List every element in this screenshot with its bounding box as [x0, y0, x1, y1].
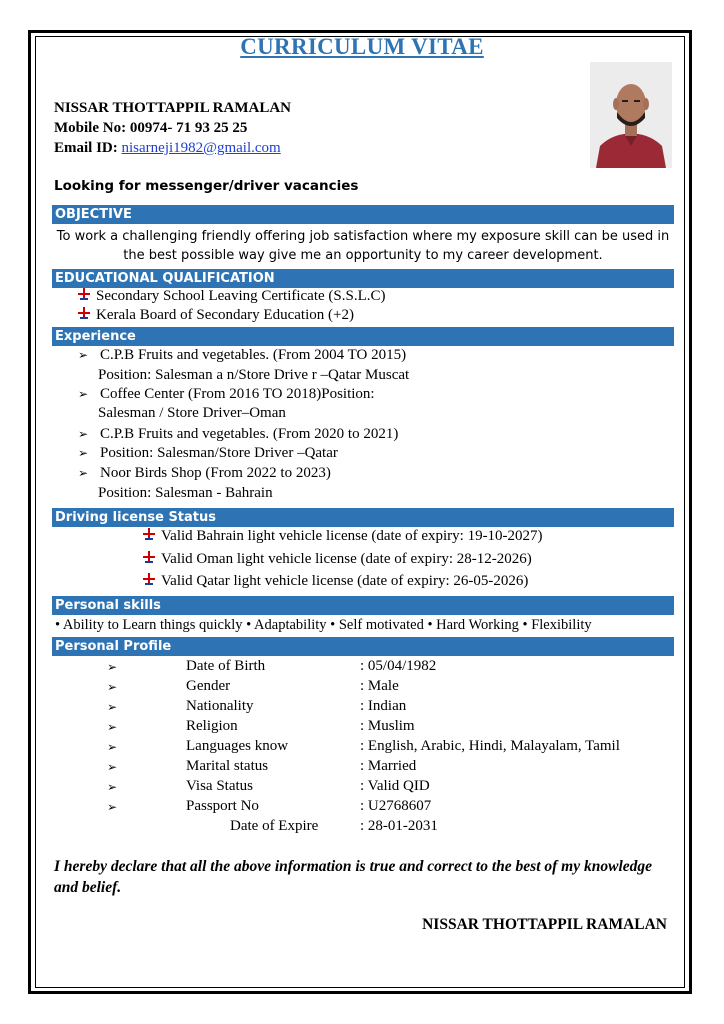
- license-item: Valid Qatar light vehicle license (date of expiry: 26-05-2026): [143, 573, 528, 590]
- declaration-text: I hereby declare that all the above information is true and correct to the best of my knowledge and belief.: [54, 858, 653, 896]
- signature-name: NISSAR THOTTAPPIL RAMALAN: [422, 916, 667, 933]
- arrow-bullet-icon: ➢: [78, 446, 89, 460]
- mobile-number: 00974- 71 93 25 25: [129, 120, 248, 136]
- looking-for-text: Looking for messenger/driver vacancies: [54, 178, 359, 194]
- education-heading: EDUCATIONAL QUALIFICATION: [52, 269, 674, 288]
- experience-line: Salesman / Store Driver–Oman: [98, 405, 286, 421]
- arrow-bullet-icon: ➢: [107, 680, 118, 694]
- pushpin-icon: [78, 288, 90, 301]
- arrow-bullet-icon: ➢: [107, 740, 118, 754]
- pushpin-icon: [78, 307, 90, 320]
- arrow-bullet-icon: ➢: [107, 800, 118, 814]
- objective-heading: OBJECTIVE: [52, 205, 674, 224]
- experience-line: Position: Salesman - Bahrain: [98, 485, 273, 501]
- profile-label-gender: Gender: [186, 678, 231, 694]
- skills-heading: Personal skills: [52, 596, 674, 615]
- profile-label-marital: Marital status: [186, 758, 269, 774]
- profile-value-dob: : 05/04/1982: [360, 658, 437, 674]
- education-item: Secondary School Leaving Certificate (S.S.L.C): [78, 288, 386, 305]
- mobile-line: [54, 120, 247, 137]
- pushpin-icon: [143, 573, 155, 586]
- license-item: Valid Bahrain light vehicle license (date of expiry: 19-10-2027): [143, 528, 543, 545]
- skills-text: • Ability to Learn things quickly • Adaptability • Self motivated • Hard Working • Flexibility: [55, 617, 592, 633]
- license-heading: Driving license Status: [52, 508, 674, 527]
- experience-line: ➢ C.P.B Fruits and vegetables. (From 2020 to 2021): [78, 426, 399, 442]
- experience-line: ➢ Noor Birds Shop (From 2022 to 2023): [78, 465, 331, 481]
- email-label: Email ID:: [54, 140, 122, 156]
- profile-value-passport: : U2768607: [360, 798, 432, 814]
- arrow-bullet-icon: ➢: [107, 660, 118, 674]
- profile-label-passport: Passport No: [186, 798, 259, 814]
- profile-label-visa: Visa Status: [186, 778, 254, 794]
- profile-value-languages: : English, Arabic, Hindi, Malayalam, Tamil: [360, 738, 620, 754]
- experience-line: ➢ Position: Salesman/Store Driver –Qatar: [78, 445, 338, 461]
- profile-label-nationality: Nationality: [186, 698, 254, 714]
- education-item: Kerala Board of Secondary Education (+2): [78, 307, 354, 324]
- profile-value-nationality: : Indian: [360, 698, 407, 714]
- arrow-bullet-icon: ➢: [107, 720, 118, 734]
- arrow-bullet-icon: ➢: [107, 760, 118, 774]
- profile-value-marital: : Married: [360, 758, 417, 774]
- profile-photo: [590, 62, 672, 168]
- arrow-bullet-icon: ➢: [78, 348, 89, 362]
- arrow-bullet-icon: ➢: [78, 387, 89, 401]
- mobile-label: Mobile No:: [54, 120, 130, 136]
- profile-value-passport-expiry: : 28-01-2031: [360, 818, 438, 834]
- email-link[interactable]: nisarneji1982@gmail.com: [121, 140, 281, 156]
- profile-value-visa: : Valid QID: [360, 778, 430, 794]
- experience-line: ➢ Coffee Center (From 2016 TO 2018)Position:: [78, 386, 375, 402]
- document-title: CURRICULUM VITAE: [240, 34, 484, 59]
- profile-value-religion: : Muslim: [360, 718, 415, 734]
- arrow-bullet-icon: ➢: [78, 427, 89, 441]
- profile-label-languages: Languages know: [186, 738, 289, 754]
- profile-label-religion: Religion: [186, 718, 238, 734]
- experience-line: Position: Salesman a n/Store Drive r –Qatar Muscat: [98, 367, 410, 383]
- license-item: Valid Oman light vehicle license (date of expiry: 28-12-2026): [143, 551, 532, 568]
- email-line: [54, 140, 281, 157]
- pushpin-icon: [143, 528, 155, 541]
- profile-label-dob: Date of Birth: [186, 658, 266, 674]
- pushpin-icon: [143, 551, 155, 564]
- profile-heading: Personal Profile: [52, 637, 674, 656]
- objective-text: To work a challenging friendly offering job satisfaction where my exposure skill can be used in the best possible way give me an opportunity to my career development.: [56, 229, 670, 263]
- arrow-bullet-icon: ➢: [107, 780, 118, 794]
- arrow-bullet-icon: ➢: [78, 466, 89, 480]
- profile-label-passport-expiry: Date of Expire: [230, 818, 319, 834]
- experience-heading: Experience: [52, 327, 674, 346]
- profile-value-gender: : Male: [360, 678, 399, 694]
- arrow-bullet-icon: ➢: [107, 700, 118, 714]
- experience-line: ➢ C.P.B Fruits and vegetables. (From 2004 TO 2015): [78, 347, 407, 363]
- candidate-name: NISSAR THOTTAPPIL RAMALAN: [54, 100, 291, 116]
